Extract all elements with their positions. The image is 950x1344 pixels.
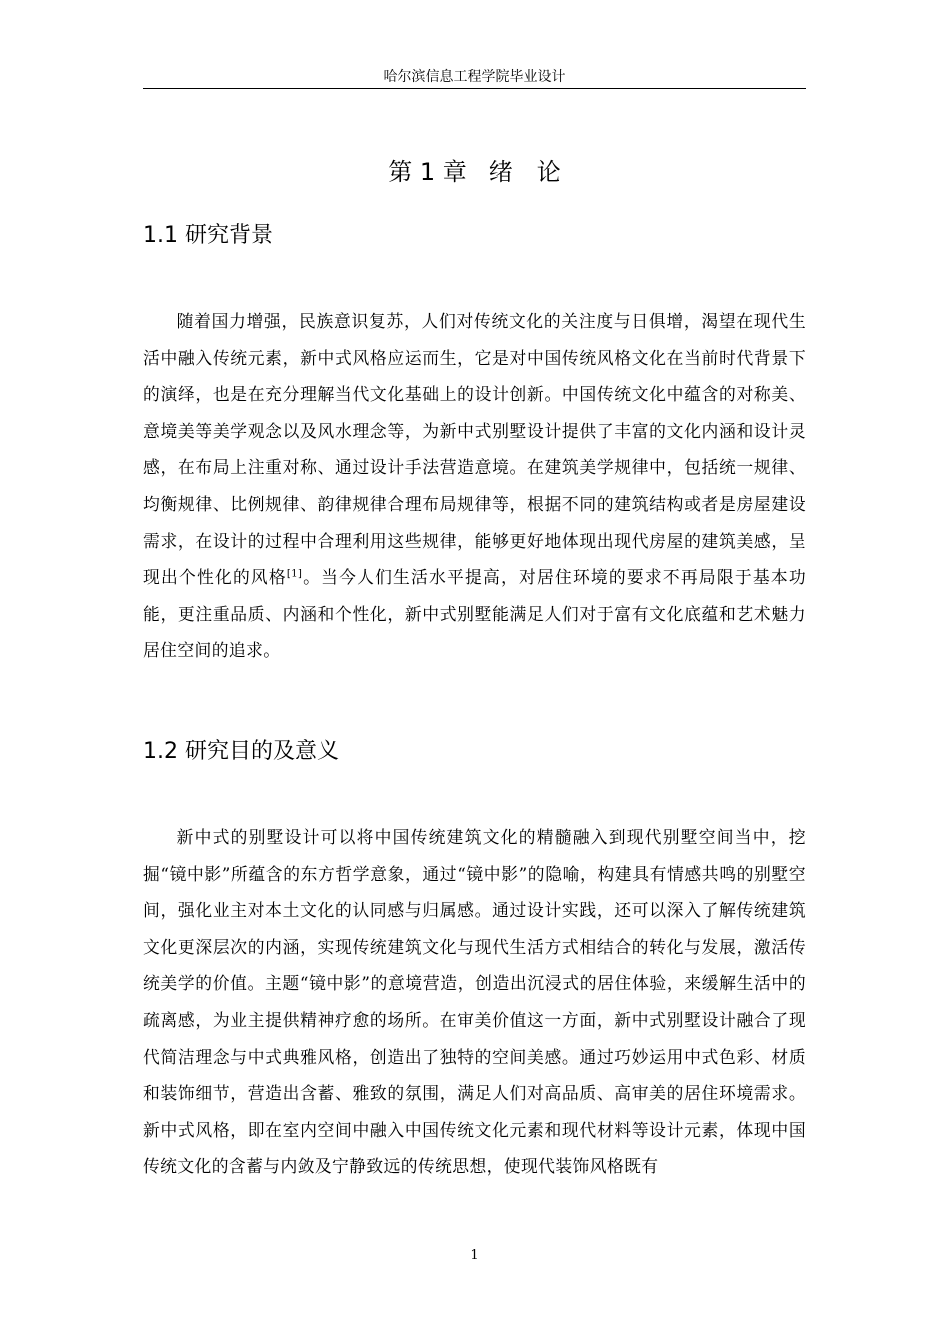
section-heading-background: 1.1 研究背景 xyxy=(143,223,273,248)
paragraph-background-text: 随着国力增强，民族意识复苏，人们对传统文化的关注度与日俱增，渴望在现代生活中融入传统元素，新中式风格应运而生，它是对中国传统风格文化在当前时代背景下的演绎，也是在充分理解当代文化基础上的设计创新。中国传统文化中蕴含的对称美、意境美等美学观念以及风水理念等，为新中式别墅设计提供了丰富的文化内涵和设计灵感，在布局上注重对称、通过设计手法营造意境。在建筑美学规律中，包括统一规律、均衡规律、比例规律、韵律规律合理布局规律等，根据不同的建筑结构或者是房屋建设需求，在设计的过程中合理利用这些规律，能够更好地体现出现代房屋的建筑美感，呈现出个性化的风格 xyxy=(143,311,806,588)
page-number: 1 xyxy=(470,1248,479,1263)
paragraph-background-continued: 。当今人们生活水平提高，对居住环境的要求不再局限于基本功能，更注重品质、内涵和个性化，新中式别墅能满足人们对于富有文化底蕴和艺术魅力居住空间的追求。 xyxy=(143,567,807,661)
citation-marker: [1] xyxy=(286,568,303,580)
chapter-title xyxy=(143,156,806,188)
chapter-name: 绪 论 xyxy=(488,158,561,186)
paragraph-purpose: 新中式的别墅设计可以将中国传统建筑文化的精髓融入到现代别墅空间当中，挖掘“镜中影”所蕴含的东方哲学意象，通过“镜中影”的隐喻，构建具有情感共鸣的别墅空间，强化业主对本土文化的认同感与归属感。通过设计实践，还可以深入了解传统建筑文化更深层次的内涵，实现传统建筑文化与现代生活方式相结合的转化与发展，激活传统美学的价值。主题“镜中影”的意境营造，创造出沉浸式的居住体验，来缓解生活中的疏离感，为业主提供精神疗愈的场所。在审美价值这一方面，新中式别墅设计融合了现代简洁理念与中式典雅风格，创造出了独特的空间美感。通过巧妙运用中式色彩、材质和装饰细节，营造出含蓄、雅致的氛围，满足人们对高品质、高审美的居住环境需求。新中式风格，即在室内空间中融入中国传统文化元素和现代材料等设计元素，体现中国传统文化的含蓄与内敛及宁静致远的传统思想，使现代装饰风格既有 xyxy=(143,827,806,1177)
page-header-title: 哈尔滨信息工程学院毕业设计 xyxy=(383,69,566,85)
section-heading-purpose: 1.2 研究目的及意义 xyxy=(143,739,339,764)
header-divider xyxy=(143,88,806,89)
paragraph-background xyxy=(143,303,806,669)
chapter-number: 第 1 章 xyxy=(388,158,467,186)
